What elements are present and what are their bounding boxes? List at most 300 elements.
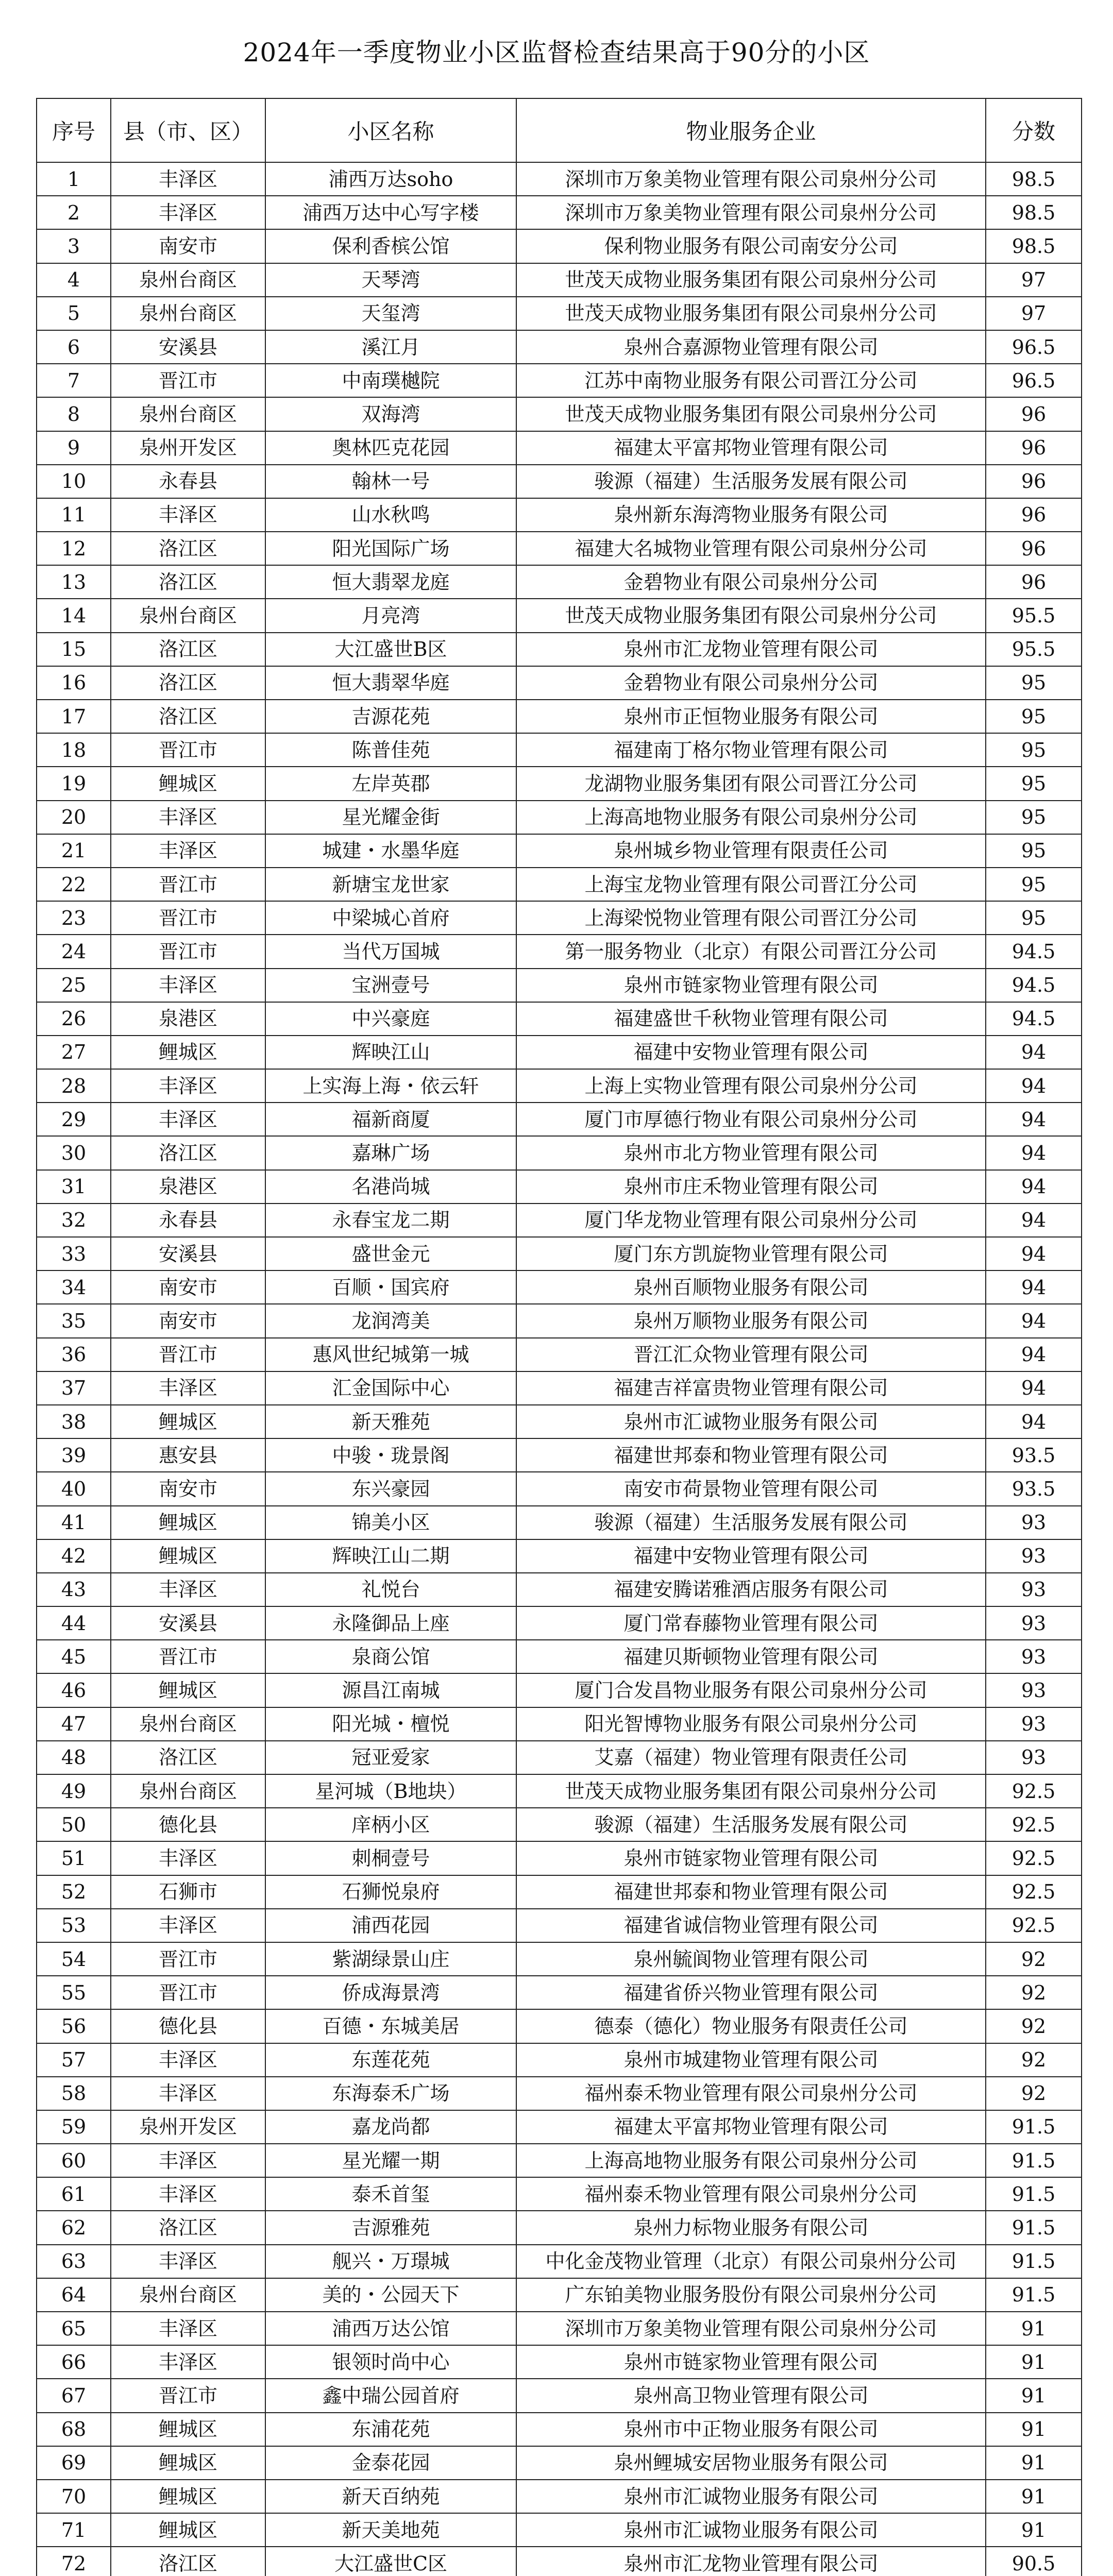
table-row: [37, 868, 1082, 901]
cell-community-name: 恒大翡翠龙庭: [265, 565, 516, 599]
table-row: [37, 1573, 1082, 1606]
table-row: [37, 1472, 1082, 1505]
cell-property-company: 上海梁悦物业管理有限公司晋江分公司: [516, 901, 986, 935]
cell-index: 16: [37, 666, 111, 700]
cell-score: 96: [986, 397, 1082, 431]
table-row: [37, 1170, 1082, 1204]
cell-county: 石狮市: [111, 1875, 265, 1909]
cell-property-company: 泉州市正恒物业服务有限公司: [516, 700, 986, 733]
cell-county: 泉州台商区: [111, 2278, 265, 2312]
table-row: [37, 1707, 1082, 1741]
cell-index: 68: [37, 2413, 111, 2446]
cell-score: 95.5: [986, 599, 1082, 632]
table-row: [37, 2413, 1082, 2446]
table-row: [37, 2345, 1082, 2379]
cell-index: 40: [37, 1472, 111, 1505]
cell-property-company: 泉州市中正物业服务有限公司: [516, 2413, 986, 2446]
table-row: [37, 2211, 1082, 2244]
cell-score: 96.5: [986, 364, 1082, 397]
header-score: 分数: [986, 98, 1082, 162]
cell-community-name: 吉源花苑: [265, 700, 516, 733]
table-row: [37, 297, 1082, 330]
cell-county: 丰泽区: [111, 2312, 265, 2345]
cell-community-name: 浦西万达公馆: [265, 2312, 516, 2345]
cell-score: 92: [986, 2077, 1082, 2110]
cell-county: 泉港区: [111, 1002, 265, 1036]
cell-community-name: 源昌江南城: [265, 1673, 516, 1707]
table-row: [37, 801, 1082, 834]
cell-property-company: 泉州市汇诚物业服务有限公司: [516, 2513, 986, 2547]
cell-index: 10: [37, 465, 111, 498]
cell-score: 91.5: [986, 2211, 1082, 2244]
table-row: [37, 2177, 1082, 2211]
cell-score: 98.5: [986, 196, 1082, 229]
cell-county: 丰泽区: [111, 1103, 265, 1136]
cell-property-company: 泉州市北方物业管理有限公司: [516, 1136, 986, 1170]
table-row: [37, 733, 1082, 767]
cell-county: 泉州台商区: [111, 263, 265, 297]
cell-county: 鲤城区: [111, 1405, 265, 1438]
cell-index: 29: [37, 1103, 111, 1136]
cell-score: 94.5: [986, 1002, 1082, 1036]
cell-index: 70: [37, 2480, 111, 2513]
cell-index: 36: [37, 1338, 111, 1371]
cell-score: 91: [986, 2480, 1082, 2513]
cell-property-company: 中化金茂物业管理（北京）有限公司泉州分公司: [516, 2245, 986, 2278]
cell-property-company: 福建吉祥富贵物业管理有限公司: [516, 1371, 986, 1405]
cell-score: 93: [986, 1707, 1082, 1741]
table-row: [37, 1841, 1082, 1875]
cell-property-company: 上海宝龙物业管理有限公司晋江分公司: [516, 868, 986, 901]
cell-community-name: 银领时尚中心: [265, 2345, 516, 2379]
cell-index: 32: [37, 1204, 111, 1237]
cell-score: 92.5: [986, 1774, 1082, 1808]
cell-property-company: 泉州市汇龙物业管理有限公司: [516, 2547, 986, 2576]
cell-community-name: 城建・水墨华庭: [265, 834, 516, 868]
cell-county: 洛江区: [111, 1136, 265, 1170]
header-county: 县（市、区）: [111, 98, 265, 162]
cell-county: 南安市: [111, 1472, 265, 1505]
cell-community-name: 锦美小区: [265, 1506, 516, 1539]
cell-index: 69: [37, 2446, 111, 2480]
cell-community-name: 中兴豪庭: [265, 1002, 516, 1036]
cell-community-name: 星光耀金街: [265, 801, 516, 834]
cell-community-name: 金泰花园: [265, 2446, 516, 2480]
table-row: [37, 1270, 1082, 1304]
cell-score: 96: [986, 565, 1082, 599]
cell-score: 91.5: [986, 2110, 1082, 2144]
cell-score: 95: [986, 868, 1082, 901]
cell-score: 95: [986, 834, 1082, 868]
cell-score: 95: [986, 700, 1082, 733]
cell-county: 丰泽区: [111, 196, 265, 229]
table-row: [37, 397, 1082, 431]
cell-county: 晋江市: [111, 1942, 265, 1976]
table-row: [37, 2043, 1082, 2077]
cell-county: 洛江区: [111, 700, 265, 733]
cell-property-company: 泉州高卫物业管理有限公司: [516, 2379, 986, 2412]
cell-community-name: 嘉琳广场: [265, 1136, 516, 1170]
cell-county: 丰泽区: [111, 162, 265, 196]
cell-index: 67: [37, 2379, 111, 2412]
cell-community-name: 泰禾首玺: [265, 2177, 516, 2211]
cell-score: 95.5: [986, 633, 1082, 666]
table-row: [37, 1103, 1082, 1136]
table-row: [37, 1438, 1082, 1472]
cell-property-company: 福建太平富邦物业管理有限公司: [516, 2110, 986, 2144]
cell-score: 92: [986, 2009, 1082, 2043]
cell-property-company: 泉州合嘉源物业管理有限公司: [516, 330, 986, 364]
cell-property-company: 金碧物业有限公司泉州分公司: [516, 666, 986, 700]
cell-index: 25: [37, 969, 111, 1002]
cell-property-company: 阳光智博物业服务有限公司泉州分公司: [516, 1707, 986, 1741]
table-row: [37, 1774, 1082, 1808]
cell-index: 35: [37, 1304, 111, 1337]
cell-community-name: 汇金国际中心: [265, 1371, 516, 1405]
cell-community-name: 鑫中瑞公园首府: [265, 2379, 516, 2412]
cell-score: 91.5: [986, 2144, 1082, 2177]
cell-community-name: 辉映江山二期: [265, 1539, 516, 1573]
cell-index: 43: [37, 1573, 111, 1606]
cell-property-company: 南安市荷景物业管理有限公司: [516, 1472, 986, 1505]
cell-index: 21: [37, 834, 111, 868]
cell-property-company: 福建省诚信物业管理有限公司: [516, 1909, 986, 1942]
table-row: [37, 1002, 1082, 1036]
cell-index: 55: [37, 1976, 111, 2009]
cell-index: 72: [37, 2547, 111, 2576]
cell-property-company: 福州泰禾物业管理有限公司泉州分公司: [516, 2077, 986, 2110]
table-row: [37, 2513, 1082, 2547]
cell-community-name: 名港尚城: [265, 1170, 516, 1204]
cell-community-name: 永隆御品上座: [265, 1606, 516, 1640]
cell-index: 17: [37, 700, 111, 733]
cell-index: 41: [37, 1506, 111, 1539]
cell-score: 94: [986, 1136, 1082, 1170]
cell-property-company: 泉州百顺物业服务有限公司: [516, 1270, 986, 1304]
cell-county: 丰泽区: [111, 801, 265, 834]
cell-index: 12: [37, 532, 111, 565]
cell-county: 鲤城区: [111, 2413, 265, 2446]
cell-index: 66: [37, 2345, 111, 2379]
table-row: [37, 2547, 1082, 2576]
cell-county: 泉州台商区: [111, 297, 265, 330]
table-row: [37, 263, 1082, 297]
cell-index: 50: [37, 1808, 111, 1841]
cell-county: 洛江区: [111, 532, 265, 565]
cell-index: 2: [37, 196, 111, 229]
table-row: [37, 1606, 1082, 1640]
table-row: [37, 2110, 1082, 2144]
cell-index: 58: [37, 2077, 111, 2110]
cell-score: 92: [986, 1942, 1082, 1976]
cell-index: 13: [37, 565, 111, 599]
cell-score: 94.5: [986, 935, 1082, 968]
cell-community-name: 上实海上海・依云轩: [265, 1069, 516, 1103]
cell-community-name: 新天美地苑: [265, 2513, 516, 2547]
cell-score: 91.5: [986, 2278, 1082, 2312]
cell-county: 德化县: [111, 2009, 265, 2043]
table-row: [37, 2009, 1082, 2043]
table-row: [37, 1371, 1082, 1405]
cell-community-name: 福新商厦: [265, 1103, 516, 1136]
cell-property-company: 晋江汇众物业管理有限公司: [516, 1338, 986, 1371]
cell-property-company: 金碧物业有限公司泉州分公司: [516, 565, 986, 599]
cell-score: 93: [986, 1506, 1082, 1539]
table-row: [37, 431, 1082, 465]
cell-score: 92: [986, 2043, 1082, 2077]
cell-community-name: 中梁城心首府: [265, 901, 516, 935]
cell-community-name: 奥林匹克花园: [265, 431, 516, 465]
cell-index: 47: [37, 1707, 111, 1741]
cell-score: 93: [986, 1640, 1082, 1673]
cell-property-company: 世茂天成物业服务集团有限公司泉州分公司: [516, 599, 986, 632]
cell-index: 3: [37, 229, 111, 263]
cell-score: 93: [986, 1539, 1082, 1573]
table-row: [37, 1069, 1082, 1103]
cell-index: 46: [37, 1673, 111, 1707]
cell-community-name: 阳光国际广场: [265, 532, 516, 565]
cell-property-company: 福建省侨兴物业管理有限公司: [516, 1976, 986, 2009]
cell-community-name: 天玺湾: [265, 297, 516, 330]
cell-property-company: 泉州新东海湾物业服务有限公司: [516, 498, 986, 532]
table-row: [37, 901, 1082, 935]
cell-community-name: 溪江月: [265, 330, 516, 364]
cell-county: 晋江市: [111, 364, 265, 397]
cell-index: 57: [37, 2043, 111, 2077]
cell-county: 安溪县: [111, 1237, 265, 1270]
cell-community-name: 宝洲壹号: [265, 969, 516, 1002]
cell-community-name: 新塘宝龙世家: [265, 868, 516, 901]
cell-property-company: 上海高地物业服务有限公司泉州分公司: [516, 801, 986, 834]
cell-property-company: 泉州市汇诚物业服务有限公司: [516, 2480, 986, 2513]
table-row: [37, 1405, 1082, 1438]
cell-index: 30: [37, 1136, 111, 1170]
cell-index: 71: [37, 2513, 111, 2547]
table-row: [37, 1136, 1082, 1170]
cell-property-company: 福州泰禾物业管理有限公司泉州分公司: [516, 2177, 986, 2211]
table-row: [37, 1741, 1082, 1774]
cell-community-name: 浦西万达中心写字楼: [265, 196, 516, 229]
cell-county: 晋江市: [111, 1640, 265, 1673]
table-row: [37, 834, 1082, 868]
table-row: [37, 2077, 1082, 2110]
table-row: [37, 767, 1082, 800]
table-row: [37, 364, 1082, 397]
cell-county: 丰泽区: [111, 1841, 265, 1875]
cell-score: 93: [986, 1606, 1082, 1640]
cell-property-company: 德泰（德化）物业服务有限责任公司: [516, 2009, 986, 2043]
cell-community-name: 泉商公馆: [265, 1640, 516, 1673]
cell-property-company: 厦门市厚德行物业有限公司泉州分公司: [516, 1103, 986, 1136]
table-row: [37, 969, 1082, 1002]
cell-community-name: 东兴豪园: [265, 1472, 516, 1505]
cell-score: 94: [986, 1237, 1082, 1270]
cell-index: 19: [37, 767, 111, 800]
cell-county: 安溪县: [111, 330, 265, 364]
cell-index: 64: [37, 2278, 111, 2312]
cell-community-name: 月亮湾: [265, 599, 516, 632]
table-row: [37, 599, 1082, 632]
cell-index: 20: [37, 801, 111, 834]
cell-score: 95: [986, 767, 1082, 800]
cell-index: 54: [37, 1942, 111, 1976]
cell-score: 96.5: [986, 330, 1082, 364]
cell-community-name: 浦西花园: [265, 1909, 516, 1942]
cell-community-name: 天琴湾: [265, 263, 516, 297]
cell-county: 南安市: [111, 1270, 265, 1304]
cell-score: 94.5: [986, 969, 1082, 1002]
cell-score: 94: [986, 1371, 1082, 1405]
cell-score: 91: [986, 2446, 1082, 2480]
cell-county: 洛江区: [111, 633, 265, 666]
cell-property-company: 泉州市链家物业管理有限公司: [516, 1841, 986, 1875]
cell-community-name: 百德・东城美居: [265, 2009, 516, 2043]
cell-property-company: 世茂天成物业服务集团有限公司泉州分公司: [516, 1774, 986, 1808]
table-row: [37, 465, 1082, 498]
cell-county: 鲤城区: [111, 1539, 265, 1573]
cell-community-name: 美的・公园天下: [265, 2278, 516, 2312]
cell-county: 丰泽区: [111, 2345, 265, 2379]
cell-community-name: 东浦花苑: [265, 2413, 516, 2446]
cell-property-company: 世茂天成物业服务集团有限公司泉州分公司: [516, 397, 986, 431]
cell-county: 丰泽区: [111, 498, 265, 532]
cell-county: 鲤城区: [111, 1506, 265, 1539]
cell-community-name: 陈普佳苑: [265, 733, 516, 767]
cell-score: 92.5: [986, 1808, 1082, 1841]
cell-score: 98.5: [986, 162, 1082, 196]
cell-county: 泉州开发区: [111, 2110, 265, 2144]
cell-county: 晋江市: [111, 1976, 265, 2009]
table-row: [37, 1909, 1082, 1942]
cell-county: 鲤城区: [111, 2513, 265, 2547]
cell-county: 丰泽区: [111, 2177, 265, 2211]
cell-property-company: 骏源（福建）生活服务发展有限公司: [516, 1506, 986, 1539]
cell-community-name: 东莲花苑: [265, 2043, 516, 2077]
cell-property-company: 福建大名城物业管理有限公司泉州分公司: [516, 532, 986, 565]
cell-community-name: 辉映江山: [265, 1036, 516, 1069]
cell-county: 晋江市: [111, 935, 265, 968]
cell-community-name: 永春宝龙二期: [265, 1204, 516, 1237]
cell-property-company: 福建世邦泰和物业管理有限公司: [516, 1438, 986, 1472]
results-table: [36, 98, 1082, 2576]
cell-community-name: 大江盛世C区: [265, 2547, 516, 2576]
table-row: [37, 229, 1082, 263]
cell-score: 94: [986, 1170, 1082, 1204]
cell-county: 丰泽区: [111, 1069, 265, 1103]
cell-index: 38: [37, 1405, 111, 1438]
cell-property-company: 龙湖物业服务集团有限公司晋江分公司: [516, 767, 986, 800]
cell-score: 93: [986, 1741, 1082, 1774]
cell-index: 5: [37, 297, 111, 330]
cell-property-company: 保利物业服务有限公司南安分公司: [516, 229, 986, 263]
cell-score: 94: [986, 1036, 1082, 1069]
cell-county: 晋江市: [111, 2379, 265, 2412]
cell-county: 泉州开发区: [111, 431, 265, 465]
header-index: 序号: [37, 98, 111, 162]
cell-county: 丰泽区: [111, 2077, 265, 2110]
cell-score: 94: [986, 1338, 1082, 1371]
cell-score: 91: [986, 2513, 1082, 2547]
cell-score: 93: [986, 1673, 1082, 1707]
table-row: [37, 532, 1082, 565]
cell-index: 51: [37, 1841, 111, 1875]
cell-score: 91: [986, 2345, 1082, 2379]
cell-community-name: 浦西万达soho: [265, 162, 516, 196]
cell-index: 60: [37, 2144, 111, 2177]
cell-score: 91.5: [986, 2177, 1082, 2211]
cell-property-company: 艾嘉（福建）物业管理有限责任公司: [516, 1741, 986, 1774]
cell-community-name: 吉源雅苑: [265, 2211, 516, 2244]
cell-property-company: 泉州市链家物业管理有限公司: [516, 2345, 986, 2379]
cell-index: 61: [37, 2177, 111, 2211]
cell-index: 33: [37, 1237, 111, 1270]
table-row: [37, 1036, 1082, 1069]
cell-property-company: 福建世邦泰和物业管理有限公司: [516, 1875, 986, 1909]
cell-property-company: 广东铂美物业服务股份有限公司泉州分公司: [516, 2278, 986, 2312]
cell-property-company: 骏源（福建）生活服务发展有限公司: [516, 1808, 986, 1841]
table-row: [37, 1875, 1082, 1909]
cell-score: 92.5: [986, 1875, 1082, 1909]
cell-property-company: 福建盛世千秋物业管理有限公司: [516, 1002, 986, 1036]
cell-property-company: 泉州市汇龙物业管理有限公司: [516, 633, 986, 666]
cell-county: 鲤城区: [111, 2480, 265, 2513]
cell-property-company: 世茂天成物业服务集团有限公司泉州分公司: [516, 297, 986, 330]
cell-county: 安溪县: [111, 1606, 265, 1640]
cell-property-company: 厦门合发昌物业服务有限公司泉州分公司: [516, 1673, 986, 1707]
cell-county: 洛江区: [111, 2211, 265, 2244]
cell-community-name: 惠风世纪城第一城: [265, 1338, 516, 1371]
table-header: [37, 98, 1082, 162]
cell-property-company: 深圳市万象美物业管理有限公司泉州分公司: [516, 2312, 986, 2345]
cell-index: 8: [37, 397, 111, 431]
cell-county: 泉港区: [111, 1170, 265, 1204]
cell-index: 1: [37, 162, 111, 196]
cell-county: 洛江区: [111, 565, 265, 599]
cell-county: 洛江区: [111, 2547, 265, 2576]
cell-community-name: 紫湖绿景山庄: [265, 1942, 516, 1976]
cell-community-name: 中南璞樾院: [265, 364, 516, 397]
cell-score: 94: [986, 1069, 1082, 1103]
table-row: [37, 1808, 1082, 1841]
cell-community-name: 双海湾: [265, 397, 516, 431]
cell-community-name: 恒大翡翠华庭: [265, 666, 516, 700]
cell-county: 鲤城区: [111, 1673, 265, 1707]
cell-index: 24: [37, 935, 111, 968]
cell-score: 92.5: [986, 1909, 1082, 1942]
cell-community-name: 大江盛世B区: [265, 633, 516, 666]
cell-score: 93.5: [986, 1438, 1082, 1472]
table-row: [37, 666, 1082, 700]
cell-county: 泉州台商区: [111, 397, 265, 431]
cell-county: 永春县: [111, 465, 265, 498]
cell-property-company: 泉州万顺物业服务有限公司: [516, 1304, 986, 1337]
cell-property-company: 泉州鲤城安居物业服务有限公司: [516, 2446, 986, 2480]
cell-index: 56: [37, 2009, 111, 2043]
cell-score: 94: [986, 1103, 1082, 1136]
cell-score: 92.5: [986, 1841, 1082, 1875]
table-row: [37, 700, 1082, 733]
cell-county: 晋江市: [111, 901, 265, 935]
cell-community-name: 刺桐壹号: [265, 1841, 516, 1875]
table-row: [37, 1942, 1082, 1976]
cell-score: 96: [986, 532, 1082, 565]
cell-score: 91: [986, 2413, 1082, 2446]
cell-property-company: 深圳市万象美物业管理有限公司泉州分公司: [516, 196, 986, 229]
table-row: [37, 2379, 1082, 2412]
cell-community-name: 侨成海景湾: [265, 1976, 516, 2009]
cell-score: 97: [986, 263, 1082, 297]
cell-community-name: 翰林一号: [265, 465, 516, 498]
